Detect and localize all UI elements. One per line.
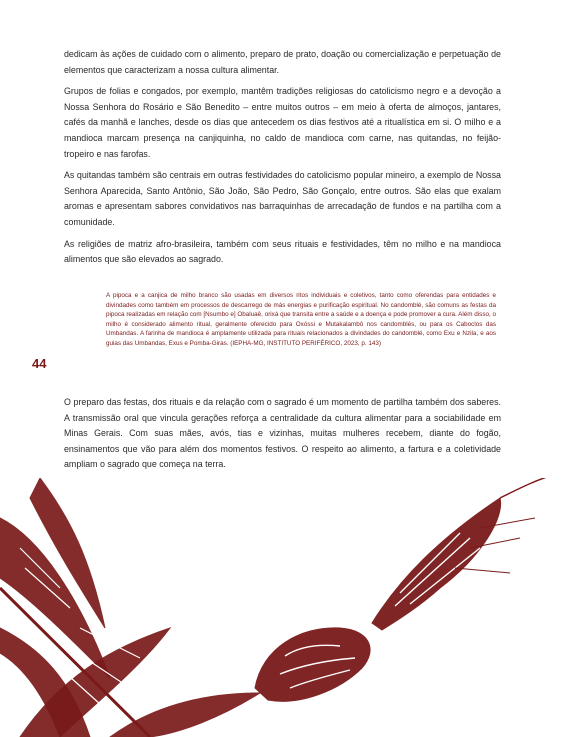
cassava-root-icon	[255, 478, 560, 701]
page-number: 44	[32, 356, 47, 371]
paragraph: dedicam às ações de cuidado com o alimento, preparo de prato, doação ou comercialização e perpetuação de elementos que caracterizam a nossa cultura alimentar.	[64, 49, 501, 75]
block-quote: A pipoca e a canjica de milho branco são usadas em diversos ritos individuais e coletivos, tanto como oferendas para entidades e divindades como também em processos de descarrego de más energias e purificação espiritual. No candomblé, são comuns as festas da pipoca realizadas em relação com [Nsumbo e] Obaluaê, orixá que transita entre a saúde e a doença e pode promover a cura. Além disso, o milho é considerado alimento ritual, geralmente oferecido para Oxóssi e Mutakalambô nos candomblés, ou para os Caboclos das Umbandas. A farinha de mandioca é amplamente utilizada para rituais relacionados a divindades do candomblé, como Exu e Nzila, e aos guias das Umbandas, Exus e Pomba-Giras. (IEPHA-MG, INSTITUTO PERIFÉRICO, 2023, p. 143)	[106, 292, 496, 347]
paragraph: Grupos de folias e congados, por exemplo, mantêm tradições religiosas do catolicismo negro e a devoção a Nossa Senhora do Rosário e São Benedito – entre muitos outros – em meio à oferta de almoços, jantares, cafés da manhã e lanches, desde os dias que antecedem os dias festivos até a ritualística em si. O milho e a mandioca marcam presença na canjiquinha, no caldo de mandioca com carne, nas quitandas, no feijão-tropeiro e nas farofas.	[64, 86, 501, 159]
paragraph: O preparo das festas, dos rituais e da relação com o sagrado é um momento de partilha também dos saberes. A transmissão oral que vincula gerações reforça a centralidade da cultura alimentar para a sociabilidade em Minas Gerais. Com suas mães, avós, tias e vizinhas, muitas mulheres recebem, diante do fogão, ensinamentos que vão para além dos momentos festivos. O respeito ao alimento, a fartura e a coletividade ampliam o sagrado que começa na terra.	[64, 397, 501, 470]
cassava-leaves-icon	[0, 478, 260, 737]
paragraph: As religiões de matriz afro-brasileira, também com seus rituais e festividades, têm no milho e na mandioca alimentos que são elevados ao sagrado.	[64, 238, 501, 265]
illustration	[0, 478, 567, 737]
body-text-bottom	[64, 395, 501, 473]
body-text-top	[64, 47, 501, 268]
paragraph: As quitandas também são centrais em outras festividades do catolicismo popular mineiro, a exemplo de Nossa Senhora Aparecida, Santo Antônio, São João, São Pedro, São Gonçalo, entre outros. São elas que exalam aromas e apresentam sabores convidativos nas barraquinhas de arrecadação de fundos e na partilha com a comunidade.	[64, 170, 501, 227]
